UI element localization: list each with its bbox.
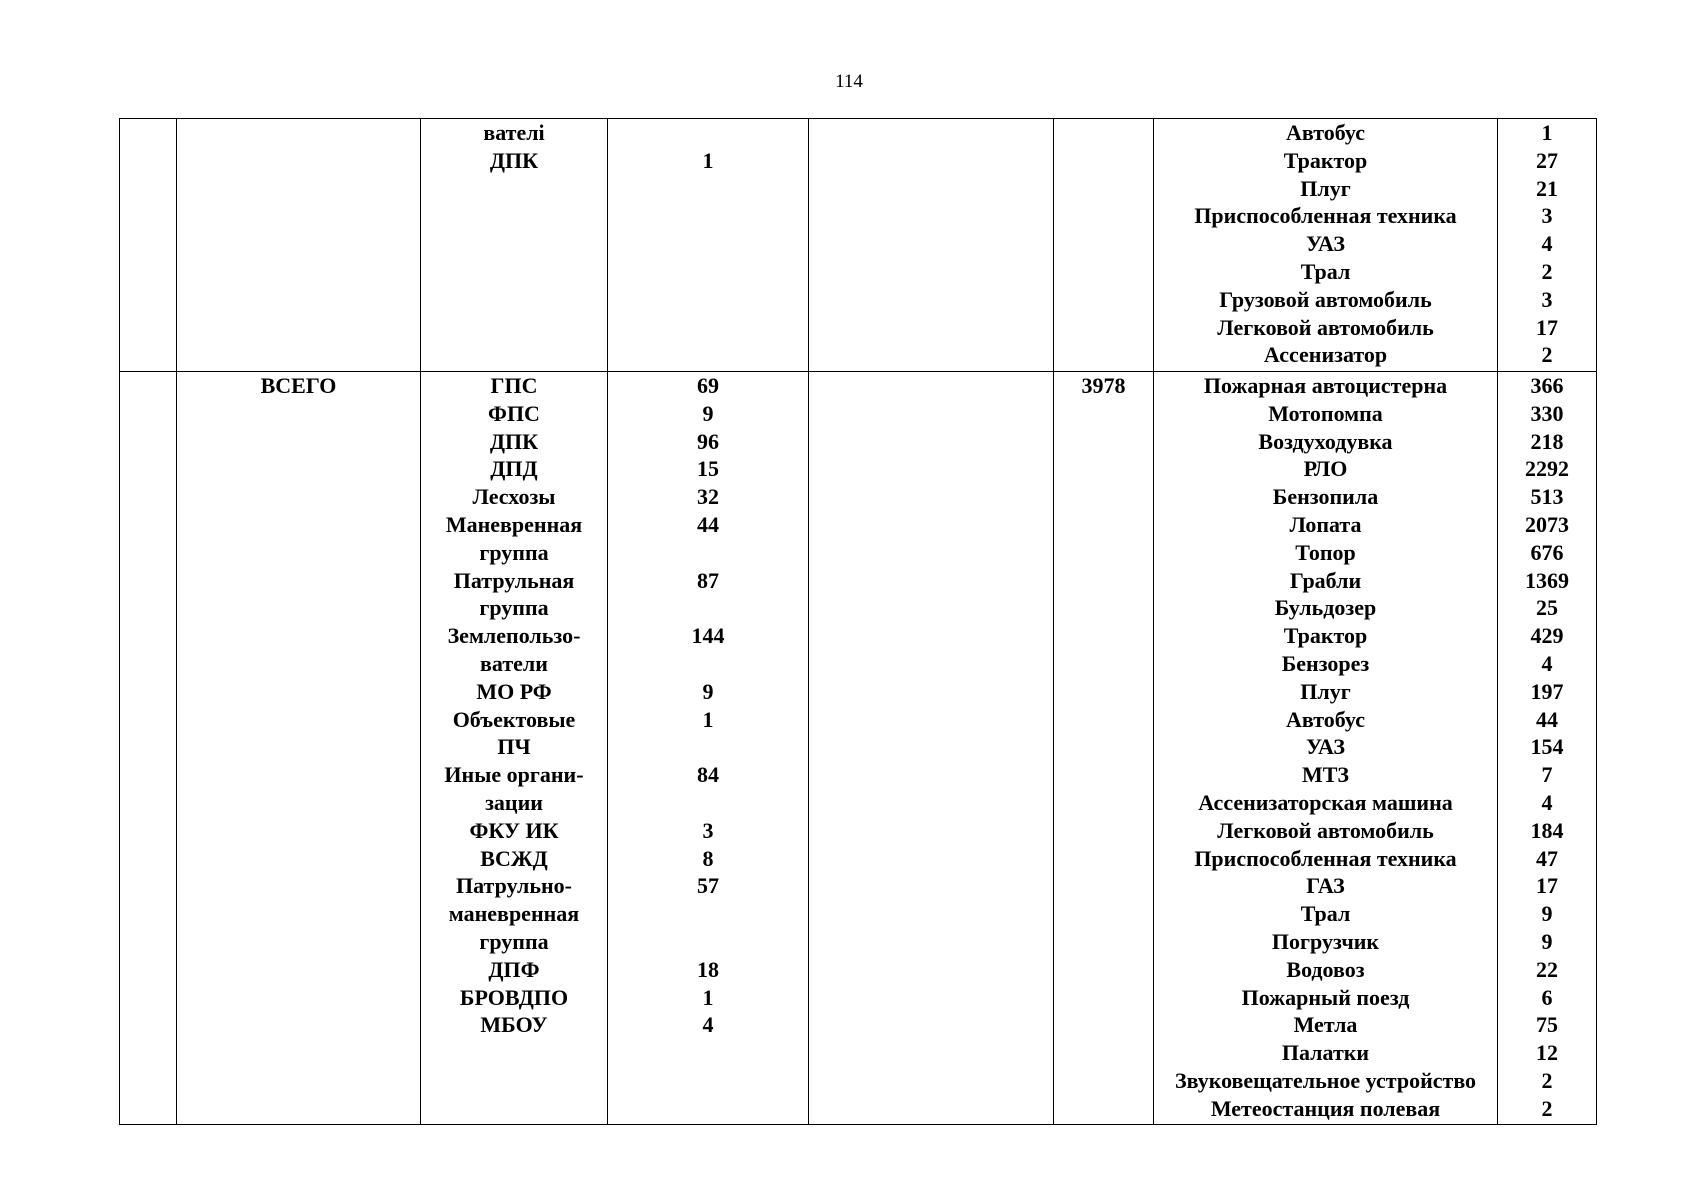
cell-line: Трал	[1300, 258, 1351, 284]
cell-line: 9	[702, 678, 714, 704]
cell-line	[608, 928, 808, 956]
cell-line: 218	[1530, 428, 1564, 454]
cell-line	[608, 539, 808, 567]
cell-line: 429	[1530, 623, 1564, 649]
cell-line: 3	[702, 817, 714, 843]
cell-line: 15	[697, 456, 719, 482]
row1-col2	[177, 119, 421, 372]
cell-line: Землепользо-	[447, 623, 581, 649]
cell-line: Бензопила	[1272, 484, 1379, 510]
cell-line: БРОВДПО	[459, 984, 569, 1010]
cell-line: 75	[1536, 1012, 1558, 1038]
cell-line: 3	[1541, 286, 1553, 312]
cell-line: Бульдозер	[1274, 595, 1377, 621]
cell-line: Пожарный поезд	[1241, 984, 1410, 1010]
cell-line: ватели	[480, 650, 548, 676]
cell-line: Палатки	[1281, 1040, 1370, 1066]
cell-line: Метеостанция полевая	[1210, 1095, 1441, 1121]
cell-line: 366	[1530, 373, 1564, 398]
cell-line: 9	[1541, 901, 1553, 927]
cell-line: 22	[1536, 956, 1558, 982]
cell-line: Трактор	[1283, 147, 1368, 173]
cell-line: маневренная	[448, 901, 580, 927]
cell-line: 144	[691, 623, 725, 649]
cell-line: 4	[1541, 650, 1553, 676]
cell-line	[608, 733, 808, 761]
cell-line: Погрузчик	[1271, 928, 1380, 954]
cell-line: Звуковещательное устройство	[1174, 1067, 1477, 1093]
cell-line: 2073	[1525, 511, 1569, 537]
cell-line: 197	[1530, 678, 1564, 704]
cell-line	[608, 594, 808, 622]
row2-total-label	[177, 372, 421, 1125]
cell-line: Приспособленная техника	[1194, 203, 1457, 229]
cell-line	[608, 900, 808, 928]
cell-line: Топор	[1295, 539, 1356, 565]
cell-line: Патрульная	[453, 567, 575, 593]
cell-line: 87	[697, 567, 719, 593]
cell-line: 676	[1530, 539, 1564, 565]
cell-line: МО РФ	[476, 678, 552, 704]
cell-line: зации	[485, 789, 543, 815]
cell-line: Воздуходувка	[1258, 428, 1393, 454]
cell-line: ПЧ	[497, 734, 531, 760]
cell-line: 6	[1541, 984, 1553, 1010]
cell-line: Грабли	[1289, 567, 1362, 593]
cell-line: МТЗ	[1301, 762, 1350, 788]
row2-organizations	[421, 372, 608, 1125]
cell-line: 2292	[1525, 456, 1569, 482]
row2-col5	[809, 372, 1054, 1125]
cell-line: группа	[479, 928, 549, 954]
cell-line: 330	[1530, 400, 1564, 426]
row2-total-count	[1054, 372, 1154, 1125]
cell-line: 2	[1541, 1067, 1553, 1093]
cell-line: 2	[1541, 1095, 1553, 1121]
cell-line: Лесхозы	[472, 484, 556, 510]
row1-equipment	[1154, 119, 1498, 372]
cell-line: 18	[697, 956, 719, 982]
cell-line: ГПС	[490, 373, 538, 398]
cell-line: Плуг	[1300, 175, 1351, 201]
cell-line: 12	[1536, 1040, 1558, 1066]
cell-line: Ассенизатор	[1263, 342, 1388, 368]
cell-line: Трал	[1300, 901, 1351, 927]
row1-col6	[1054, 119, 1154, 372]
cell-line: Патрульно-	[456, 873, 572, 899]
cell-line: Трактор	[1283, 623, 1368, 649]
cell-line: Приспособленная техника	[1194, 845, 1457, 871]
cell-line	[608, 119, 808, 147]
cell-line: Автобус	[1286, 706, 1365, 732]
cell-line: 1369	[1525, 567, 1569, 593]
cell-line: 154	[1530, 734, 1564, 760]
row1-organizations	[421, 119, 608, 372]
cell-line: ВСЖД	[480, 845, 548, 871]
row2-col1	[120, 372, 177, 1125]
cell-line: ДПК	[489, 428, 539, 454]
cell-line: УАЗ	[1306, 231, 1345, 257]
total-count: 3978	[1081, 373, 1126, 398]
cell-line: 513	[1530, 484, 1564, 510]
cell-line: Метла	[1293, 1012, 1358, 1038]
row2-equipment	[1154, 372, 1498, 1125]
cell-line: 96	[697, 428, 719, 454]
cell-line: группа	[479, 595, 549, 621]
cell-line: Легковой автомобиль	[1217, 817, 1434, 843]
page-number: 114	[835, 71, 863, 92]
cell-line: 44	[697, 511, 719, 537]
cell-line: 21	[1536, 175, 1558, 201]
cell-line: Мотопомпа	[1268, 400, 1383, 426]
cell-line: 32	[697, 484, 719, 510]
cell-line: 4	[1541, 789, 1553, 815]
cell-line: Ассенизаторская машина	[1198, 789, 1453, 815]
cell-line: 8	[702, 845, 714, 871]
row2-equipment-counts	[1498, 372, 1597, 1125]
cell-line: Легковой автомобиль	[1217, 314, 1434, 340]
cell-line: ДПК	[489, 147, 539, 173]
row1-equipment-counts	[1498, 119, 1597, 372]
cell-line: 7	[1541, 762, 1553, 788]
cell-line	[608, 789, 808, 817]
cell-line: 1	[1541, 120, 1553, 145]
cell-line: РЛО	[1303, 456, 1348, 482]
cell-line: Грузовой автомобиль	[1219, 286, 1432, 312]
cell-line: 2	[1541, 342, 1553, 368]
equipment-table	[119, 118, 1597, 1125]
cell-line: вателi	[483, 120, 545, 145]
cell-line: 1	[702, 147, 714, 173]
table-row	[120, 372, 1597, 1125]
row2-org-counts	[608, 372, 809, 1125]
row1-col1	[120, 119, 177, 372]
cell-line: ФКУ ИК	[469, 817, 559, 843]
cell-line: 47	[1536, 845, 1558, 871]
cell-line: Бензорез	[1281, 650, 1370, 676]
cell-line: 9	[702, 400, 714, 426]
cell-line: ДПФ	[488, 956, 540, 982]
cell-line: Объектовые	[452, 706, 576, 732]
cell-line: 69	[697, 373, 719, 398]
cell-line: 1	[702, 984, 714, 1010]
cell-line: Пожарная автоцистерна	[1203, 373, 1448, 398]
row1-col5	[809, 119, 1054, 372]
cell-line: 2	[1541, 258, 1553, 284]
cell-line: 1	[702, 706, 714, 732]
cell-line: 17	[1536, 873, 1558, 899]
cell-line: Иные органи-	[444, 762, 584, 788]
cell-line: Маневренная	[445, 511, 583, 537]
cell-line: 84	[697, 762, 719, 788]
cell-line: 4	[702, 1012, 714, 1038]
cell-line: Лопата	[1289, 511, 1362, 537]
cell-line: Автобус	[1286, 120, 1365, 145]
cell-line: 17	[1536, 314, 1558, 340]
cell-line: ДПД	[490, 456, 538, 482]
cell-line: 4	[1541, 231, 1553, 257]
cell-line: 184	[1530, 817, 1564, 843]
cell-line: 27	[1536, 147, 1558, 173]
cell-line: 3	[1541, 203, 1553, 229]
table-row	[120, 119, 1597, 372]
cell-line: ГАЗ	[1306, 873, 1345, 899]
cell-line: Водовоз	[1286, 956, 1365, 982]
cell-line: 57	[697, 873, 719, 899]
cell-line	[608, 650, 808, 678]
cell-line: 44	[1536, 706, 1558, 732]
cell-line: МБОУ	[480, 1012, 548, 1038]
cell-line: 25	[1536, 595, 1558, 621]
cell-line: ФПС	[488, 400, 540, 426]
cell-line: группа	[479, 539, 549, 565]
cell-line: 9	[1541, 928, 1553, 954]
row1-org-counts	[608, 119, 809, 372]
total-label: ВСЕГО	[260, 373, 337, 398]
cell-line: УАЗ	[1306, 734, 1345, 760]
cell-line: Плуг	[1300, 678, 1351, 704]
